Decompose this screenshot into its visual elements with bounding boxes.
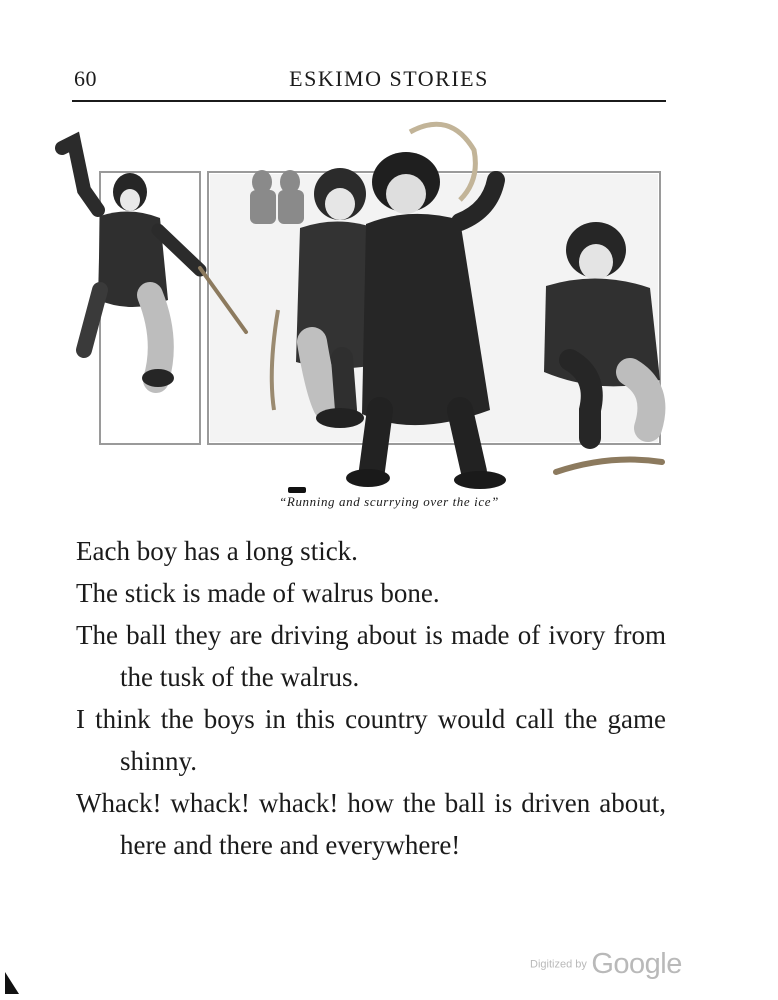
watermark-prefix: Digitized by: [530, 958, 587, 971]
body-text: [76, 530, 666, 866]
paragraph: I think the boys in this country would call the game shinny.: [76, 704, 666, 776]
paragraph: Whack! whack! whack! how the ball is driven about, here and there and everywhere!: [76, 788, 666, 860]
page-corner-mark: [5, 972, 19, 994]
header-rule: [72, 100, 666, 102]
paragraph: The ball they are driving about is made of ivory from the tusk of the walrus.: [76, 620, 666, 692]
ball: [288, 487, 306, 493]
paragraph: Each boy has a long stick.: [76, 536, 358, 566]
illustration-caption: “Running and scurrying over the ice”: [279, 494, 499, 509]
digitization-watermark: [530, 948, 682, 981]
running-head: ESKIMO STORIES: [289, 66, 489, 91]
page-number: 60: [74, 66, 97, 91]
paragraph: The stick is made of walrus bone.: [76, 578, 440, 608]
illustration: [50, 110, 670, 500]
watermark-logo: Google: [591, 948, 682, 980]
